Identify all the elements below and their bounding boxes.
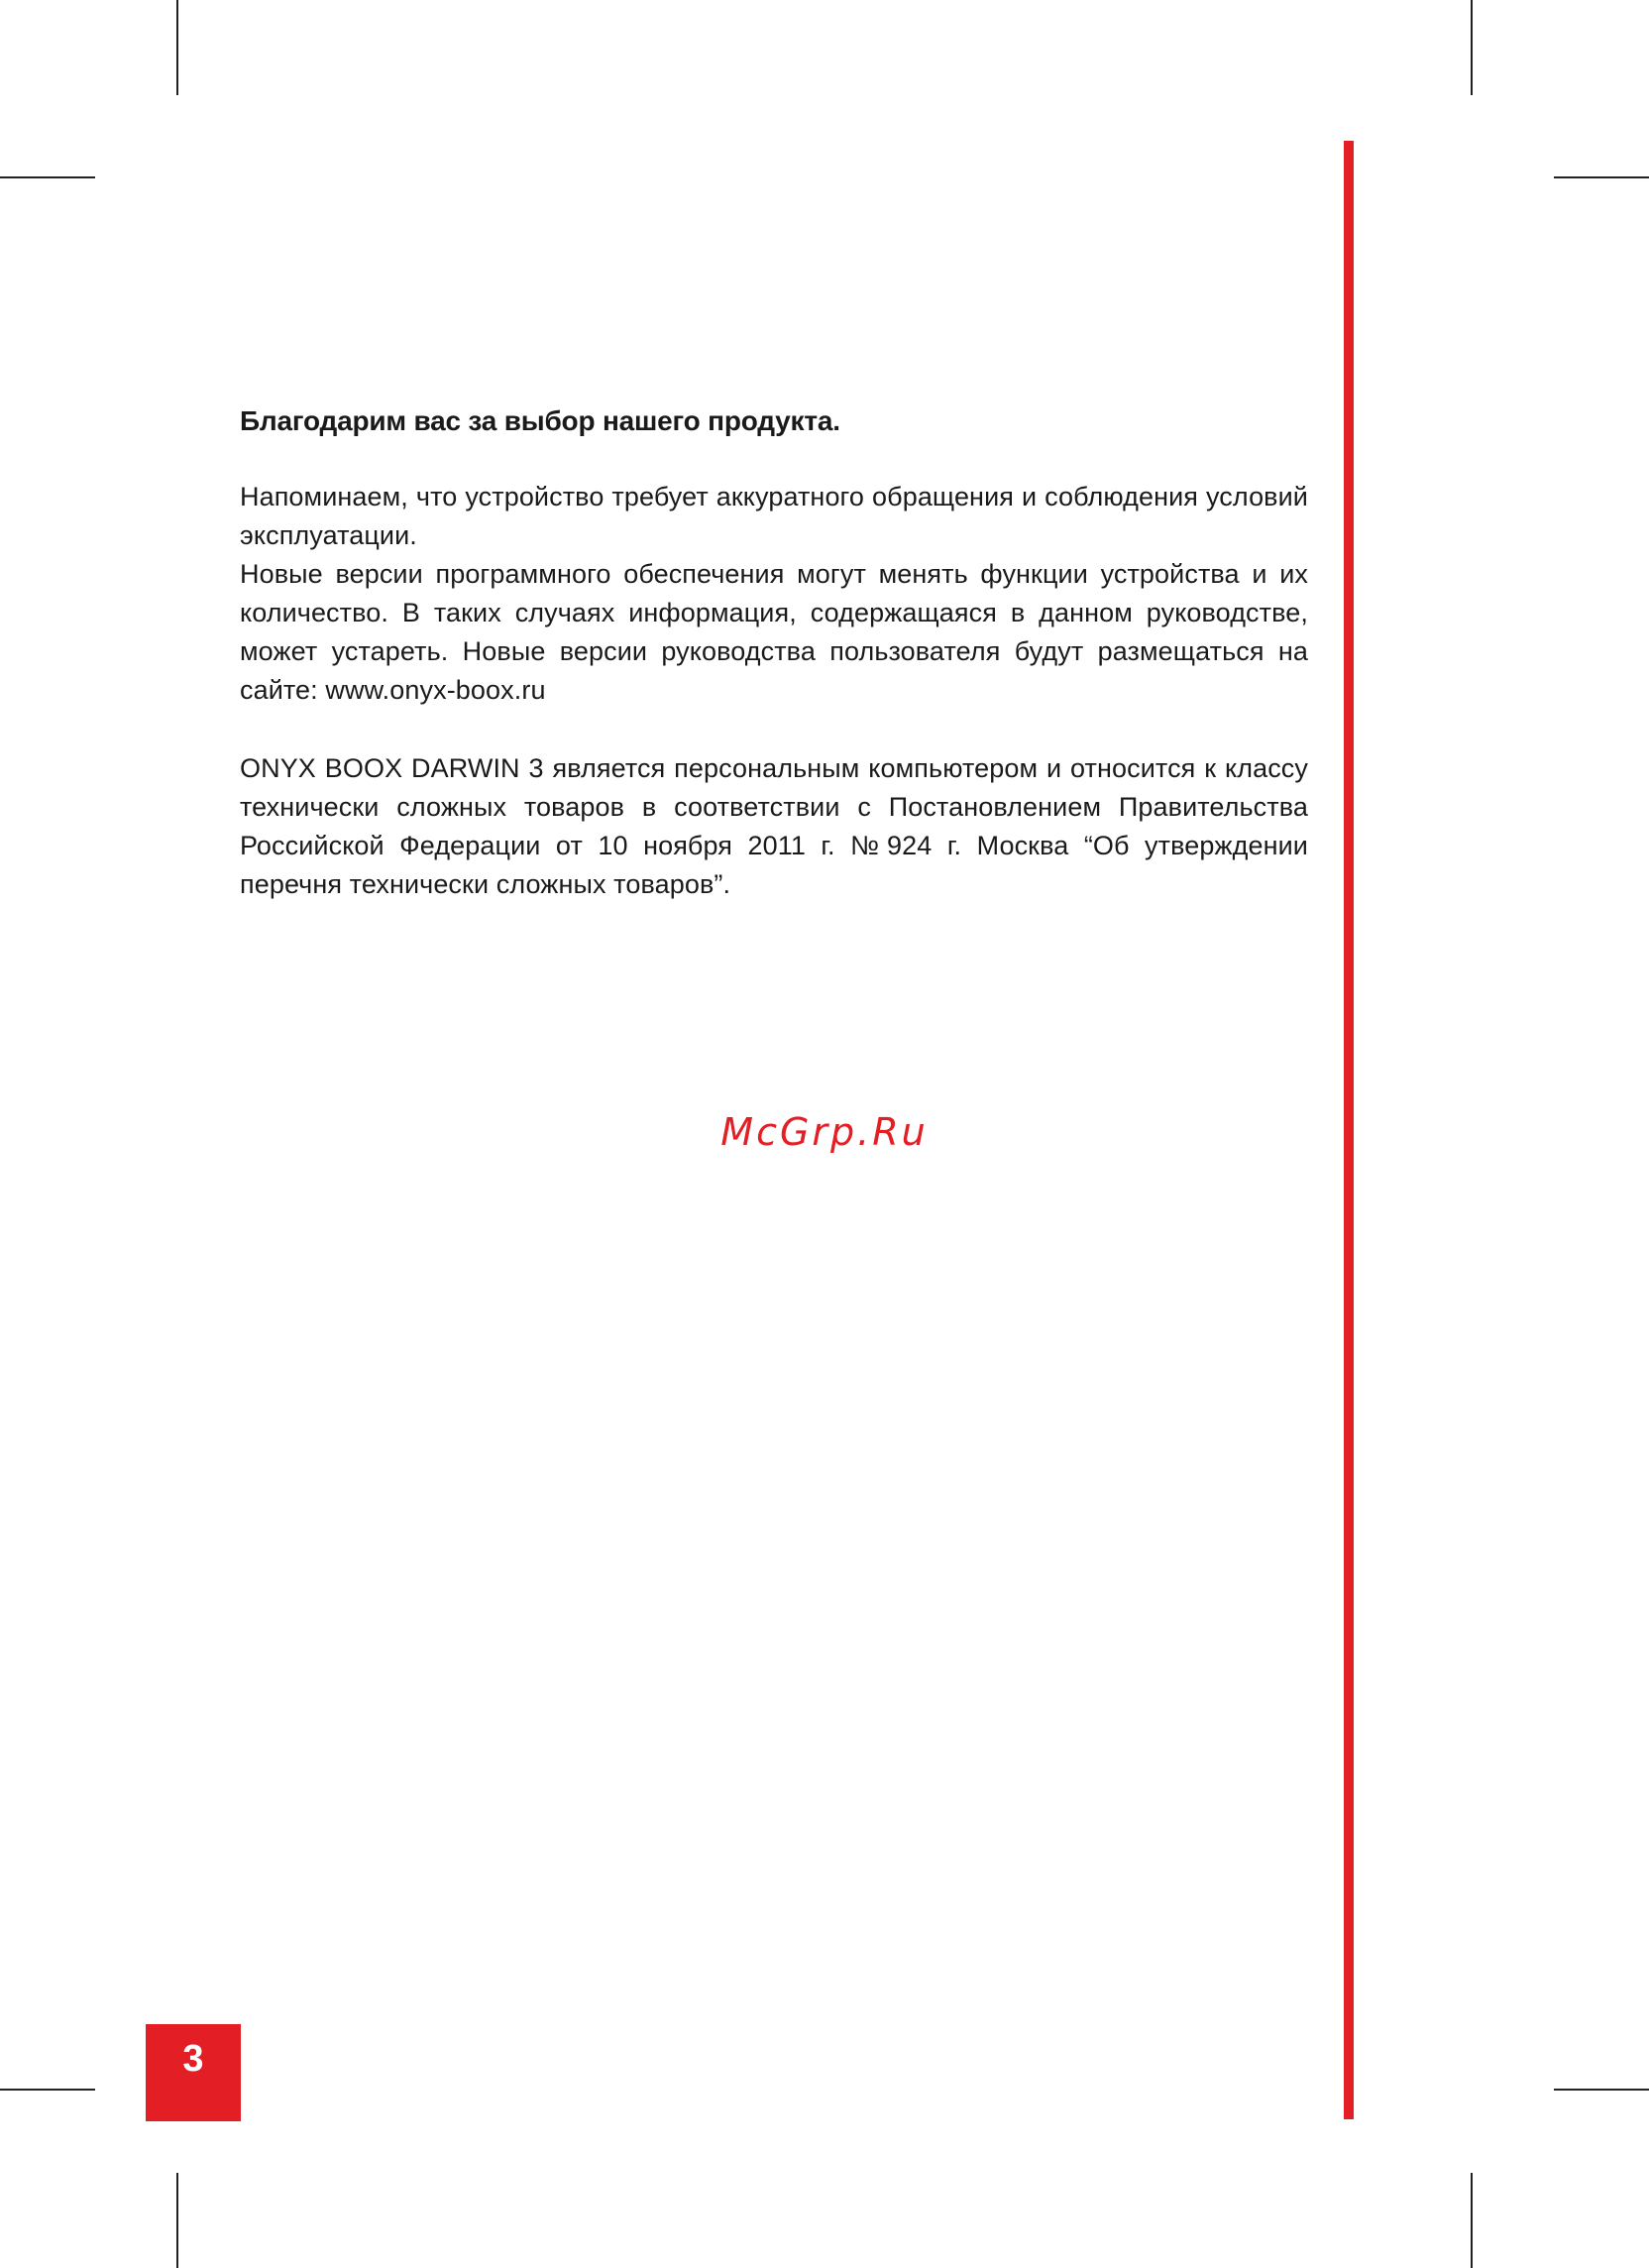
crop-mark-top-left-vertical — [176, 0, 178, 95]
crop-mark-top-left-horizontal — [0, 176, 95, 178]
page-heading: Благодарим вас за выбор нашего продукта. — [240, 405, 840, 436]
paragraph-care-notice: Напоминаем, что устройство требует аккуратного обращения и соблюдения условий эксплуатации. — [240, 482, 1308, 550]
crop-mark-bottom-right-horizontal — [1554, 2089, 1649, 2091]
paragraph-product-classification: ONYX BOOX DARWIN 3 является персональным компьютером и относится к классу технически сложных товаров в соответствии с Постановлением Правительства Российской Федерации от 10 ноября 2011 г. №924 г. Москва “Об утверждении перечня технически сложных товаров”. — [240, 753, 1308, 899]
crop-mark-bottom-left-vertical — [176, 2173, 178, 2268]
page-number-box — [146, 2024, 241, 2121]
paragraph-software-versions: Новые версии программного обеспечения могут менять функции устройства и их количество. В таких случаях информация, содержащаяся в данном руководстве, может устареть. Новые версии руководства пользователя будут размещаться на сайте: www.onyx-boox.ru — [240, 559, 1308, 705]
page-number: 3 — [182, 2038, 204, 2080]
page-content — [240, 402, 1308, 904]
crop-mark-top-right-horizontal — [1554, 176, 1649, 178]
watermark: McGrp.Ru — [720, 1110, 929, 1154]
crop-mark-top-right-vertical — [1471, 0, 1473, 95]
crop-mark-bottom-left-horizontal — [0, 2089, 95, 2091]
crop-mark-bottom-right-vertical — [1471, 2173, 1473, 2268]
